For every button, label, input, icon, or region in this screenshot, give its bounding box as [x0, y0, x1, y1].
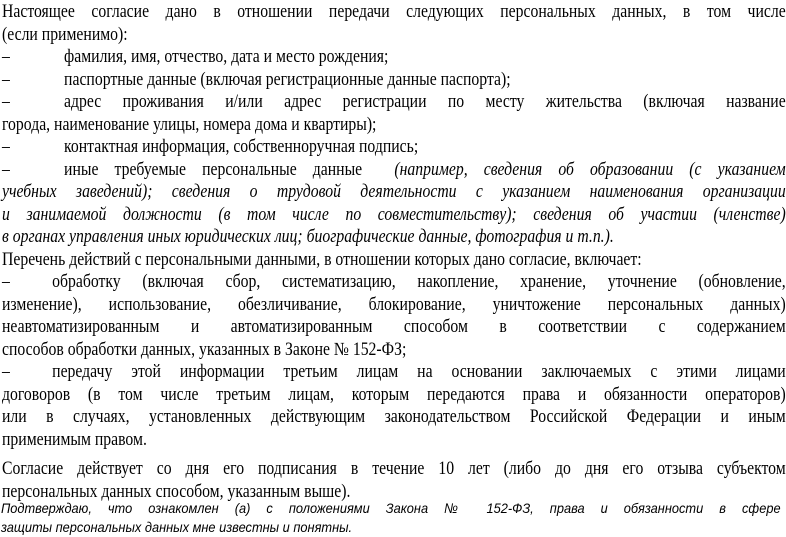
item-italic-text: учебных заведений); сведения о трудовой деятельности с указанием наименования организации [2, 182, 786, 202]
validity-line: Согласие действует со дня его подписания в течение 10 лет (либо до дня его отзыва субъектом [2, 459, 786, 479]
item-text: иные требуемые персональные данные [64, 159, 379, 180]
dash-bullet: – [2, 92, 10, 112]
item-text: обработку (включая сбор, систематизацию, накопление, хранение, уточнение (обновление, [52, 272, 786, 292]
intro-line: Настоящее согласие дано в отношении передачи следующих персональных данных, в том числе [2, 2, 786, 22]
dash-bullet: – [2, 159, 10, 180]
item-text: паспортные данные (включая регистрационные данные паспорта); [64, 69, 511, 90]
list-item [2, 46, 786, 69]
validity-line: персональных данных способом, указанным выше). [2, 481, 351, 502]
item-continuation: или в случаях, установленных действующим законодательством Российской Федерации и иным [2, 407, 786, 427]
consent-document [2, 1, 786, 503]
item-italic-text: (например, сведения об образовании (с указанием [394, 159, 786, 180]
list-item [2, 69, 786, 92]
item-continuation: применимым правом. [2, 429, 147, 450]
item-continuation [2, 226, 786, 249]
item-continuation: неавтоматизированным и автоматизированным способом в соответствии с содержанием [2, 317, 786, 337]
list-item [2, 271, 786, 294]
confirmation-note [1, 499, 781, 537]
item-continuation: изменение), использование, обезличивание, блокирование, уничтожение персональных данных) [2, 294, 786, 315]
list-item [2, 136, 786, 159]
list-item [2, 361, 786, 384]
item-text: фамилия, имя, отчество, дата и место рождения; [64, 47, 389, 67]
item-continuation: города, наименование улицы, номера дома и квартиры); [2, 114, 377, 135]
dash-bullet: – [2, 137, 10, 157]
item-continuation [2, 181, 786, 204]
item-text: адрес проживания и/или адрес регистрации по месту жительства (включая название [64, 92, 786, 112]
item-italic-text: в органах управления иных юридических лиц; биографические данные, фотография и т.п.). [2, 227, 614, 247]
item-continuation [2, 204, 786, 227]
item-continuation: договоров (в том числе третьим лицам, которым передаются права и обязанности операторов) [2, 384, 786, 405]
dash-bullet: – [2, 362, 10, 382]
intro-line: (если применимо): [2, 24, 128, 45]
list-item [2, 159, 786, 182]
confirmation-line: Подтверждаю, что ознакомлен (а) с положениями Закона № 152-ФЗ, права и обязанности в сфере [1, 500, 781, 516]
confirmation-line: защиты персональных данных мне известны и понятны. [1, 519, 353, 535]
dash-bullet: – [2, 69, 10, 90]
item-italic-text: и занимаемой должности (в том числе по совместительству); сведения об участии (членстве) [2, 204, 786, 225]
item-text: контактная информация, собственноручная подпись; [64, 137, 419, 157]
dash-bullet: – [2, 47, 10, 67]
item-continuation: способов обработки данных, указанных в Законе № 152-ФЗ; [2, 339, 407, 360]
dash-bullet: – [2, 272, 10, 292]
item-text: передачу этой информации третьим лицам на основании заключаемых с этими лицами [52, 362, 786, 382]
actions-intro: Перечень действий с персональными данными, в отношении которых дано согласие, включает: [2, 249, 642, 270]
list-item [2, 91, 786, 114]
